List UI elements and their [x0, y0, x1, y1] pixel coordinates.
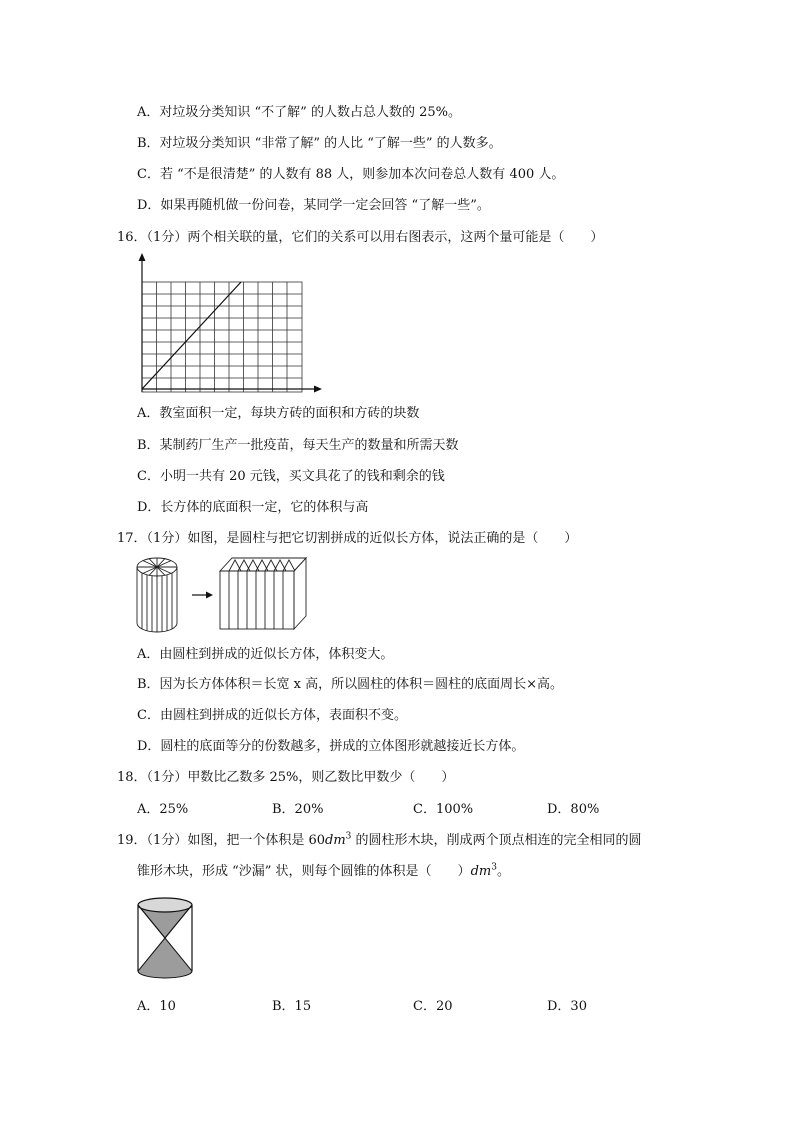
- q15-option-c: C．若 “不是很清楚” 的人数有 88 人，则参加本次问卷总人数有 400 人。: [137, 167, 565, 182]
- q16-option-c: C．小明一共有 20 元钱，买文具花了的钱和剩余的钱: [137, 469, 445, 484]
- q16-x-axis-arrow: [314, 386, 322, 393]
- q18-option-c: C．100%: [413, 802, 474, 817]
- q19-stem-text1: 19．（1分）如图，把一个体积是 60: [117, 833, 325, 848]
- q19-stem-line1: [117, 832, 642, 850]
- q19-line2-text: 锥形木块，形成 “沙漏” 状，则每个圆锥的体积是（ ）: [137, 864, 471, 879]
- q15-option-a: A．对垃圾分类知识 “不了解” 的人数占总人数的 25%。: [137, 105, 461, 120]
- q17-option-c: C．由圆柱到拼成的近似长方体，表面积不变。: [137, 708, 407, 723]
- q16-option-b: B．某制药厂生产一批疫苗，每天生产的数量和所需天数: [137, 438, 459, 453]
- q19-hourglass-figure: [134, 893, 196, 983]
- q17-option-d: D．圆柱的底面等分的份数越多，拼成的立体图形就越接近长方体。: [137, 739, 525, 754]
- q19-option-c: C．20: [413, 999, 453, 1014]
- q15-option-d: D．如果再随机做一份问卷，某同学一定会回答 “了解一些”。: [137, 198, 490, 213]
- q17-cylinder-to-cuboid-figure: [132, 555, 307, 635]
- q17-cuboid: [220, 558, 306, 629]
- q17-cylinder: [137, 558, 177, 632]
- q19-exponent: 3: [345, 831, 352, 842]
- q19-option-d: D．30: [547, 999, 587, 1014]
- q15-option-b: B．对垃圾分类知识 “非常了解” 的人比 “了解一些” 的人数多。: [137, 136, 502, 151]
- q16-stem: 16．（1分）两个相关联的量，它们的关系可以用右图表示，这两个量可能是（ ）: [117, 230, 604, 245]
- q19-stem-text2: 的圆柱形木块，削成两个顶点相连的完全相同的圆: [351, 833, 642, 848]
- q18-stem: 18．（1分）甲数比乙数多 25%，则乙数比甲数少（ ）: [117, 770, 455, 785]
- q17-option-a: A．由圆柱到拼成的近似长方体，体积变大。: [137, 647, 394, 662]
- q16-option-d: D．长方体的底面积一定，它的体积与高: [137, 500, 369, 515]
- q19-stem-line2: [137, 863, 510, 881]
- q19-option-b: B．15: [272, 999, 312, 1014]
- q19-line2-end: 。: [496, 864, 510, 879]
- q17-option-b: B．因为长方体体积＝长宽 x 高，所以圆柱的体积＝圆柱的底面周长×高。: [137, 677, 564, 692]
- q16-grid: [142, 282, 302, 392]
- q16-option-a: A．教室面积一定，每块方砖的面积和方砖的块数: [137, 406, 420, 421]
- q19-line2-exponent: 3: [491, 862, 497, 873]
- q19-bottom-cone: [138, 938, 192, 978]
- q17-arrow: [192, 592, 213, 599]
- q18-option-b: B．20%: [272, 802, 324, 817]
- q19-option-a: A．10: [137, 999, 176, 1014]
- q19-line2-unit: dm: [470, 864, 492, 879]
- q16-line-graph: [128, 252, 328, 397]
- q18-option-a: A．25%: [137, 802, 189, 817]
- q18-option-d: D．80%: [547, 802, 600, 817]
- q16-y-axis-arrow: [139, 253, 146, 261]
- q19-unit: dm: [325, 833, 346, 848]
- q17-stem: 17．（1分）如图，是圆柱与把它切割拼成的近似长方体，说法正确的是（ ）: [117, 531, 578, 546]
- q19-top-ellipse: [138, 898, 192, 912]
